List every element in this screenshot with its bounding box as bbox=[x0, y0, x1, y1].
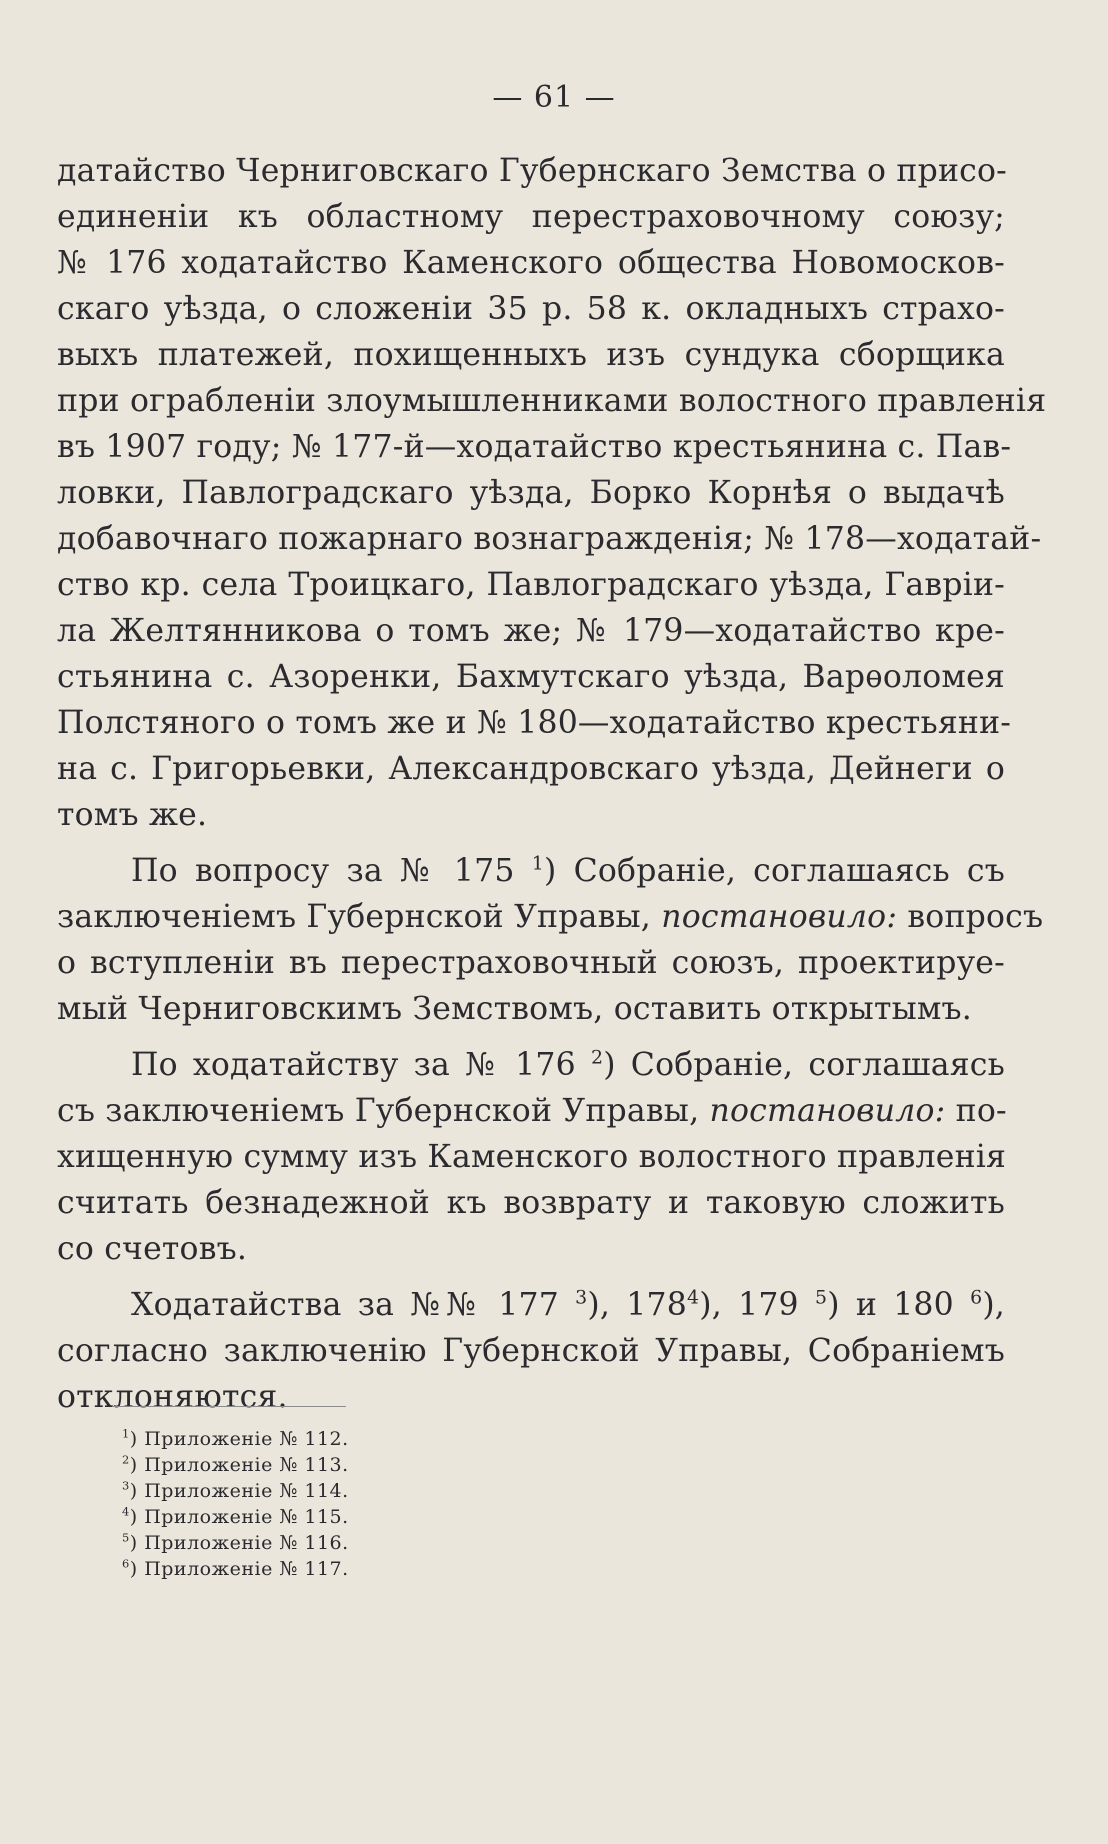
text-line: единенiи къ областному перестраховочному союзу; bbox=[57, 199, 1005, 235]
footnote-ref: 4 bbox=[686, 1286, 700, 1309]
footnote: $^4$) Приложенiе № 115. bbox=[122, 1504, 349, 1528]
text-line: согласно заключенiю Губернской Управы, Собранiемъ bbox=[57, 1333, 1005, 1369]
text-line: № 176 ходатайство Каменского общества Новомосков- bbox=[57, 245, 1005, 281]
text-line: мый Черниговскимъ Земствомъ, оставить открытымъ. bbox=[57, 991, 973, 1027]
footnote: $^6$) Приложенiе № 117. bbox=[122, 1556, 349, 1580]
text-line: ла Желтянникова о томъ же; № 179—ходатайство кре- bbox=[57, 613, 1005, 649]
footnote: $^2$) Приложенiе № 113. bbox=[122, 1452, 349, 1476]
text-line: По вопросу за № 175 $^1$) Собранiе, соглашаясь съ bbox=[131, 852, 1006, 889]
text-line: заключенiемъ Губернской Управы, постановило: вопросъ bbox=[57, 899, 1044, 935]
text-line: стьянина с. Азоренки, Бахмутскаго уѣзда, Варѳоломея bbox=[57, 659, 1005, 695]
text-line: Полстяного о томъ же и № 180—ходатайство крестьяни- bbox=[57, 705, 1012, 741]
text-line: съ заключенiемъ Губернской Управы, постановило: по- bbox=[57, 1093, 1007, 1129]
text-line: хищенную сумму изъ Каменского волостного правленiя bbox=[57, 1139, 1007, 1175]
text-line: ство кр. села Троицкаго, Павлоградскаго уѣзда, Гаврiи- bbox=[57, 567, 1005, 603]
text-line: при ограбленiи злоумышленниками волостного правленiя bbox=[57, 383, 1047, 419]
text-line: выхъ платежей, похищенныхъ изъ сундука сборщика bbox=[57, 337, 1005, 373]
text-line: томъ же. bbox=[57, 797, 208, 833]
footnote-ref: 5 bbox=[814, 1286, 828, 1309]
text-line: добавочнаго пожарнаго вознагражденiя; № 178—ходатай- bbox=[57, 521, 1042, 557]
text-line: со счетовъ. bbox=[57, 1231, 248, 1267]
text-line: отклоняются. bbox=[57, 1379, 288, 1415]
footnote-ref: 2 bbox=[590, 1046, 604, 1069]
body-text bbox=[57, 148, 1047, 1420]
text-line: въ 1907 году; № 177-й—ходатайство крестьянина с. Пав- bbox=[57, 429, 1012, 465]
decision-word: постановило: bbox=[661, 899, 898, 935]
text-line: датайство Черниговскаго Губернскаго Земства о присо- bbox=[57, 153, 1007, 189]
footnote: $^3$) Приложенiе № 114. bbox=[122, 1478, 349, 1502]
text-line: ловки, Павлоградскаго уѣзда, Борко Корнѣя о выдачѣ bbox=[57, 475, 1005, 511]
footnote-ref: 3 bbox=[575, 1286, 588, 1309]
text-line: Ходатайства за №№ 177 $^3$), $178^4$), 179 $^5$) и 180 $^6$), bbox=[131, 1286, 1006, 1323]
text-line: скаго уѣзда, о сложенiи 35 р. 58 к. окладныхъ страхо- bbox=[57, 291, 1005, 327]
text-line: на с. Григорьевки, Александровскаго уѣзда, Дейнеги о bbox=[57, 751, 1005, 787]
footnote-divider bbox=[112, 1406, 346, 1407]
text-line: считать безнадежной къ возврату и таковую сложить bbox=[57, 1185, 1005, 1221]
footnote-ref: 1 bbox=[531, 852, 544, 875]
decision-word: постановило: bbox=[709, 1093, 946, 1129]
footnotes bbox=[122, 1426, 522, 1582]
footnote: $^1$) Приложенiе № 112. bbox=[122, 1426, 349, 1450]
text-line: о вступленiи въ перестраховочный союзъ, проектируе- bbox=[57, 945, 1005, 981]
footnote: $^5$) Приложенiе № 116. bbox=[122, 1530, 349, 1554]
text-line: По ходатайству за № 176 $^2$) Собранiе, соглашаясь bbox=[131, 1046, 1006, 1083]
footnote-ref: 6 bbox=[970, 1286, 983, 1309]
page-number: — 61 — bbox=[492, 80, 616, 115]
